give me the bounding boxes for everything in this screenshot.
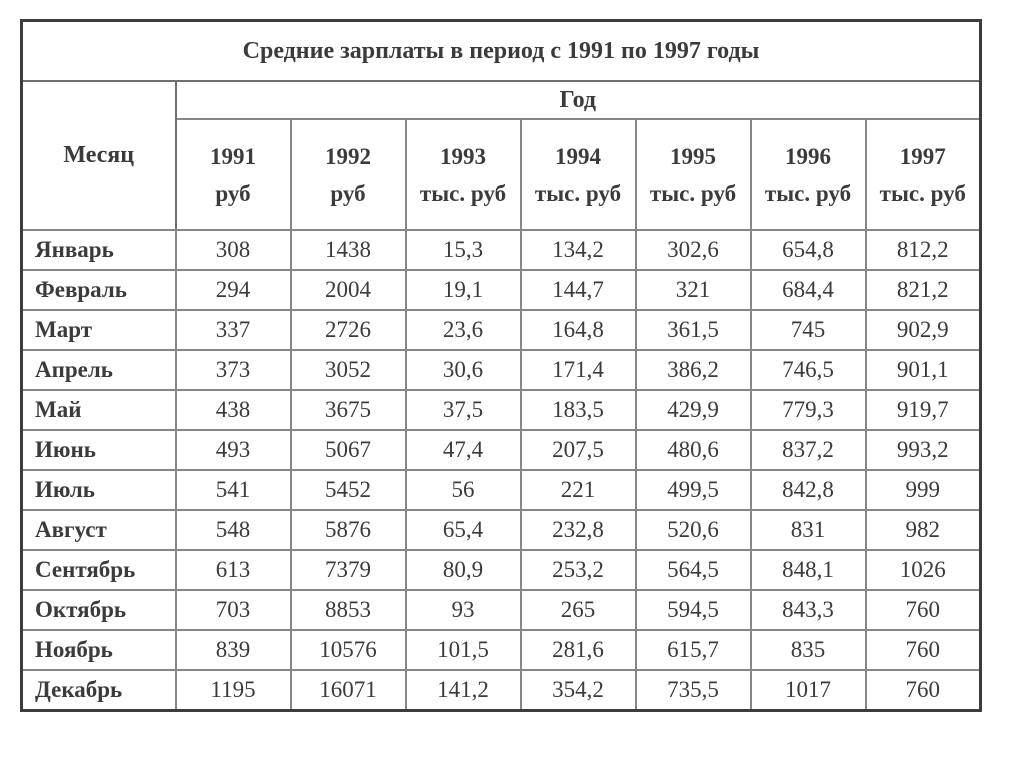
month-column-header: Месяц <box>22 81 176 230</box>
value-cell: 134,2 <box>521 230 636 270</box>
year-column-header <box>751 119 866 230</box>
table-row <box>22 350 981 390</box>
value-cell: 15,3 <box>406 230 521 270</box>
year-column-header <box>521 119 636 230</box>
value-cell: 779,3 <box>751 390 866 430</box>
value-cell: 232,8 <box>521 510 636 550</box>
value-cell: 281,6 <box>521 630 636 670</box>
value-cell: 93 <box>406 590 521 630</box>
value-cell: 480,6 <box>636 430 751 470</box>
year-label: 1992 <box>325 143 371 169</box>
value-cell: 141,2 <box>406 670 521 711</box>
value-cell: 337 <box>176 310 291 350</box>
value-cell: 361,5 <box>636 310 751 350</box>
value-cell: 703 <box>176 590 291 630</box>
value-cell: 354,2 <box>521 670 636 711</box>
value-cell: 993,2 <box>866 430 981 470</box>
value-cell: 171,4 <box>521 350 636 390</box>
value-cell: 837,2 <box>751 430 866 470</box>
month-cell: Декабрь <box>22 670 176 711</box>
value-cell: 221 <box>521 470 636 510</box>
value-cell: 7379 <box>291 550 406 590</box>
value-cell: 493 <box>176 430 291 470</box>
year-column-header <box>406 119 521 230</box>
value-cell: 613 <box>176 550 291 590</box>
month-cell: Октябрь <box>22 590 176 630</box>
unit-label: руб <box>215 180 251 206</box>
value-cell: 5067 <box>291 430 406 470</box>
table-row <box>22 590 981 630</box>
group-header-row <box>22 81 981 119</box>
value-cell: 30,6 <box>406 350 521 390</box>
value-cell: 919,7 <box>866 390 981 430</box>
value-cell: 308 <box>176 230 291 270</box>
table-row <box>22 270 981 310</box>
value-cell: 2004 <box>291 270 406 310</box>
value-cell: 5876 <box>291 510 406 550</box>
value-cell: 1195 <box>176 670 291 711</box>
value-cell: 831 <box>751 510 866 550</box>
value-cell: 23,6 <box>406 310 521 350</box>
unit-label: тыс. руб <box>649 180 737 206</box>
unit-label: тыс. руб <box>534 180 622 206</box>
value-cell: 47,4 <box>406 430 521 470</box>
value-cell: 438 <box>176 390 291 430</box>
table-row <box>22 470 981 510</box>
value-cell: 101,5 <box>406 630 521 670</box>
table-title: Средние зарплаты в период с 1991 по 1997 годы <box>22 21 981 82</box>
value-cell: 760 <box>866 630 981 670</box>
year-column-header <box>176 119 291 230</box>
salary-table-body <box>22 230 981 711</box>
unit-label: тыс. руб <box>764 180 852 206</box>
value-cell: 745 <box>751 310 866 350</box>
year-label: 1997 <box>899 143 946 169</box>
value-cell: 80,9 <box>406 550 521 590</box>
year-column-header <box>291 119 406 230</box>
value-cell: 760 <box>866 590 981 630</box>
unit-label: тыс. руб <box>879 180 966 206</box>
table-row <box>22 430 981 470</box>
value-cell: 982 <box>866 510 981 550</box>
value-cell: 429,9 <box>636 390 751 430</box>
value-cell: 999 <box>866 470 981 510</box>
month-cell: Февраль <box>22 270 176 310</box>
month-cell: Ноябрь <box>22 630 176 670</box>
year-column-header <box>866 119 981 230</box>
value-cell: 548 <box>176 510 291 550</box>
month-cell: Апрель <box>22 350 176 390</box>
value-cell: 10576 <box>291 630 406 670</box>
value-cell: 1017 <box>751 670 866 711</box>
value-cell: 902,9 <box>866 310 981 350</box>
value-cell: 835 <box>751 630 866 670</box>
value-cell: 615,7 <box>636 630 751 670</box>
value-cell: 735,5 <box>636 670 751 711</box>
month-cell: Июль <box>22 470 176 510</box>
value-cell: 746,5 <box>751 350 866 390</box>
table-row <box>22 630 981 670</box>
value-cell: 164,8 <box>521 310 636 350</box>
value-cell: 499,5 <box>636 470 751 510</box>
value-cell: 19,1 <box>406 270 521 310</box>
value-cell: 144,7 <box>521 270 636 310</box>
month-cell: Май <box>22 390 176 430</box>
value-cell: 541 <box>176 470 291 510</box>
value-cell: 386,2 <box>636 350 751 390</box>
year-label: 1995 <box>670 143 716 169</box>
value-cell: 843,3 <box>751 590 866 630</box>
value-cell: 5452 <box>291 470 406 510</box>
year-column-header <box>636 119 751 230</box>
unit-label: тыс. руб <box>419 180 507 206</box>
value-cell: 654,8 <box>751 230 866 270</box>
table-row <box>22 390 981 430</box>
value-cell: 8853 <box>291 590 406 630</box>
value-cell: 901,1 <box>866 350 981 390</box>
value-cell: 265 <box>521 590 636 630</box>
value-cell: 37,5 <box>406 390 521 430</box>
table-row <box>22 550 981 590</box>
value-cell: 684,4 <box>751 270 866 310</box>
value-cell: 207,5 <box>521 430 636 470</box>
table-row <box>22 310 981 350</box>
value-cell: 564,5 <box>636 550 751 590</box>
value-cell: 183,5 <box>521 390 636 430</box>
table-row <box>22 510 981 550</box>
month-cell: Сентябрь <box>22 550 176 590</box>
value-cell: 3675 <box>291 390 406 430</box>
value-cell: 3052 <box>291 350 406 390</box>
year-label: 1993 <box>440 143 486 169</box>
salary-table <box>20 19 982 712</box>
value-cell: 373 <box>176 350 291 390</box>
month-cell: Июнь <box>22 430 176 470</box>
value-cell: 821,2 <box>866 270 981 310</box>
value-cell: 848,1 <box>751 550 866 590</box>
month-cell: Январь <box>22 230 176 270</box>
value-cell: 1438 <box>291 230 406 270</box>
value-cell: 321 <box>636 270 751 310</box>
year-label: 1996 <box>785 143 831 169</box>
value-cell: 812,2 <box>866 230 981 270</box>
value-cell: 520,6 <box>636 510 751 550</box>
table-row <box>22 670 981 711</box>
value-cell: 842,8 <box>751 470 866 510</box>
value-cell: 253,2 <box>521 550 636 590</box>
value-cell: 760 <box>866 670 981 711</box>
value-cell: 294 <box>176 270 291 310</box>
year-label: 1994 <box>555 143 601 169</box>
value-cell: 16071 <box>291 670 406 711</box>
value-cell: 65,4 <box>406 510 521 550</box>
salary-table-header <box>22 21 981 231</box>
value-cell: 2726 <box>291 310 406 350</box>
value-cell: 302,6 <box>636 230 751 270</box>
month-cell: Август <box>22 510 176 550</box>
unit-label: руб <box>330 180 366 206</box>
table-row <box>22 230 981 270</box>
month-cell: Март <box>22 310 176 350</box>
title-row <box>22 21 981 82</box>
year-label: 1991 <box>210 143 256 169</box>
value-cell: 839 <box>176 630 291 670</box>
value-cell: 56 <box>406 470 521 510</box>
year-group-header: Год <box>176 81 981 119</box>
value-cell: 1026 <box>866 550 981 590</box>
value-cell: 594,5 <box>636 590 751 630</box>
